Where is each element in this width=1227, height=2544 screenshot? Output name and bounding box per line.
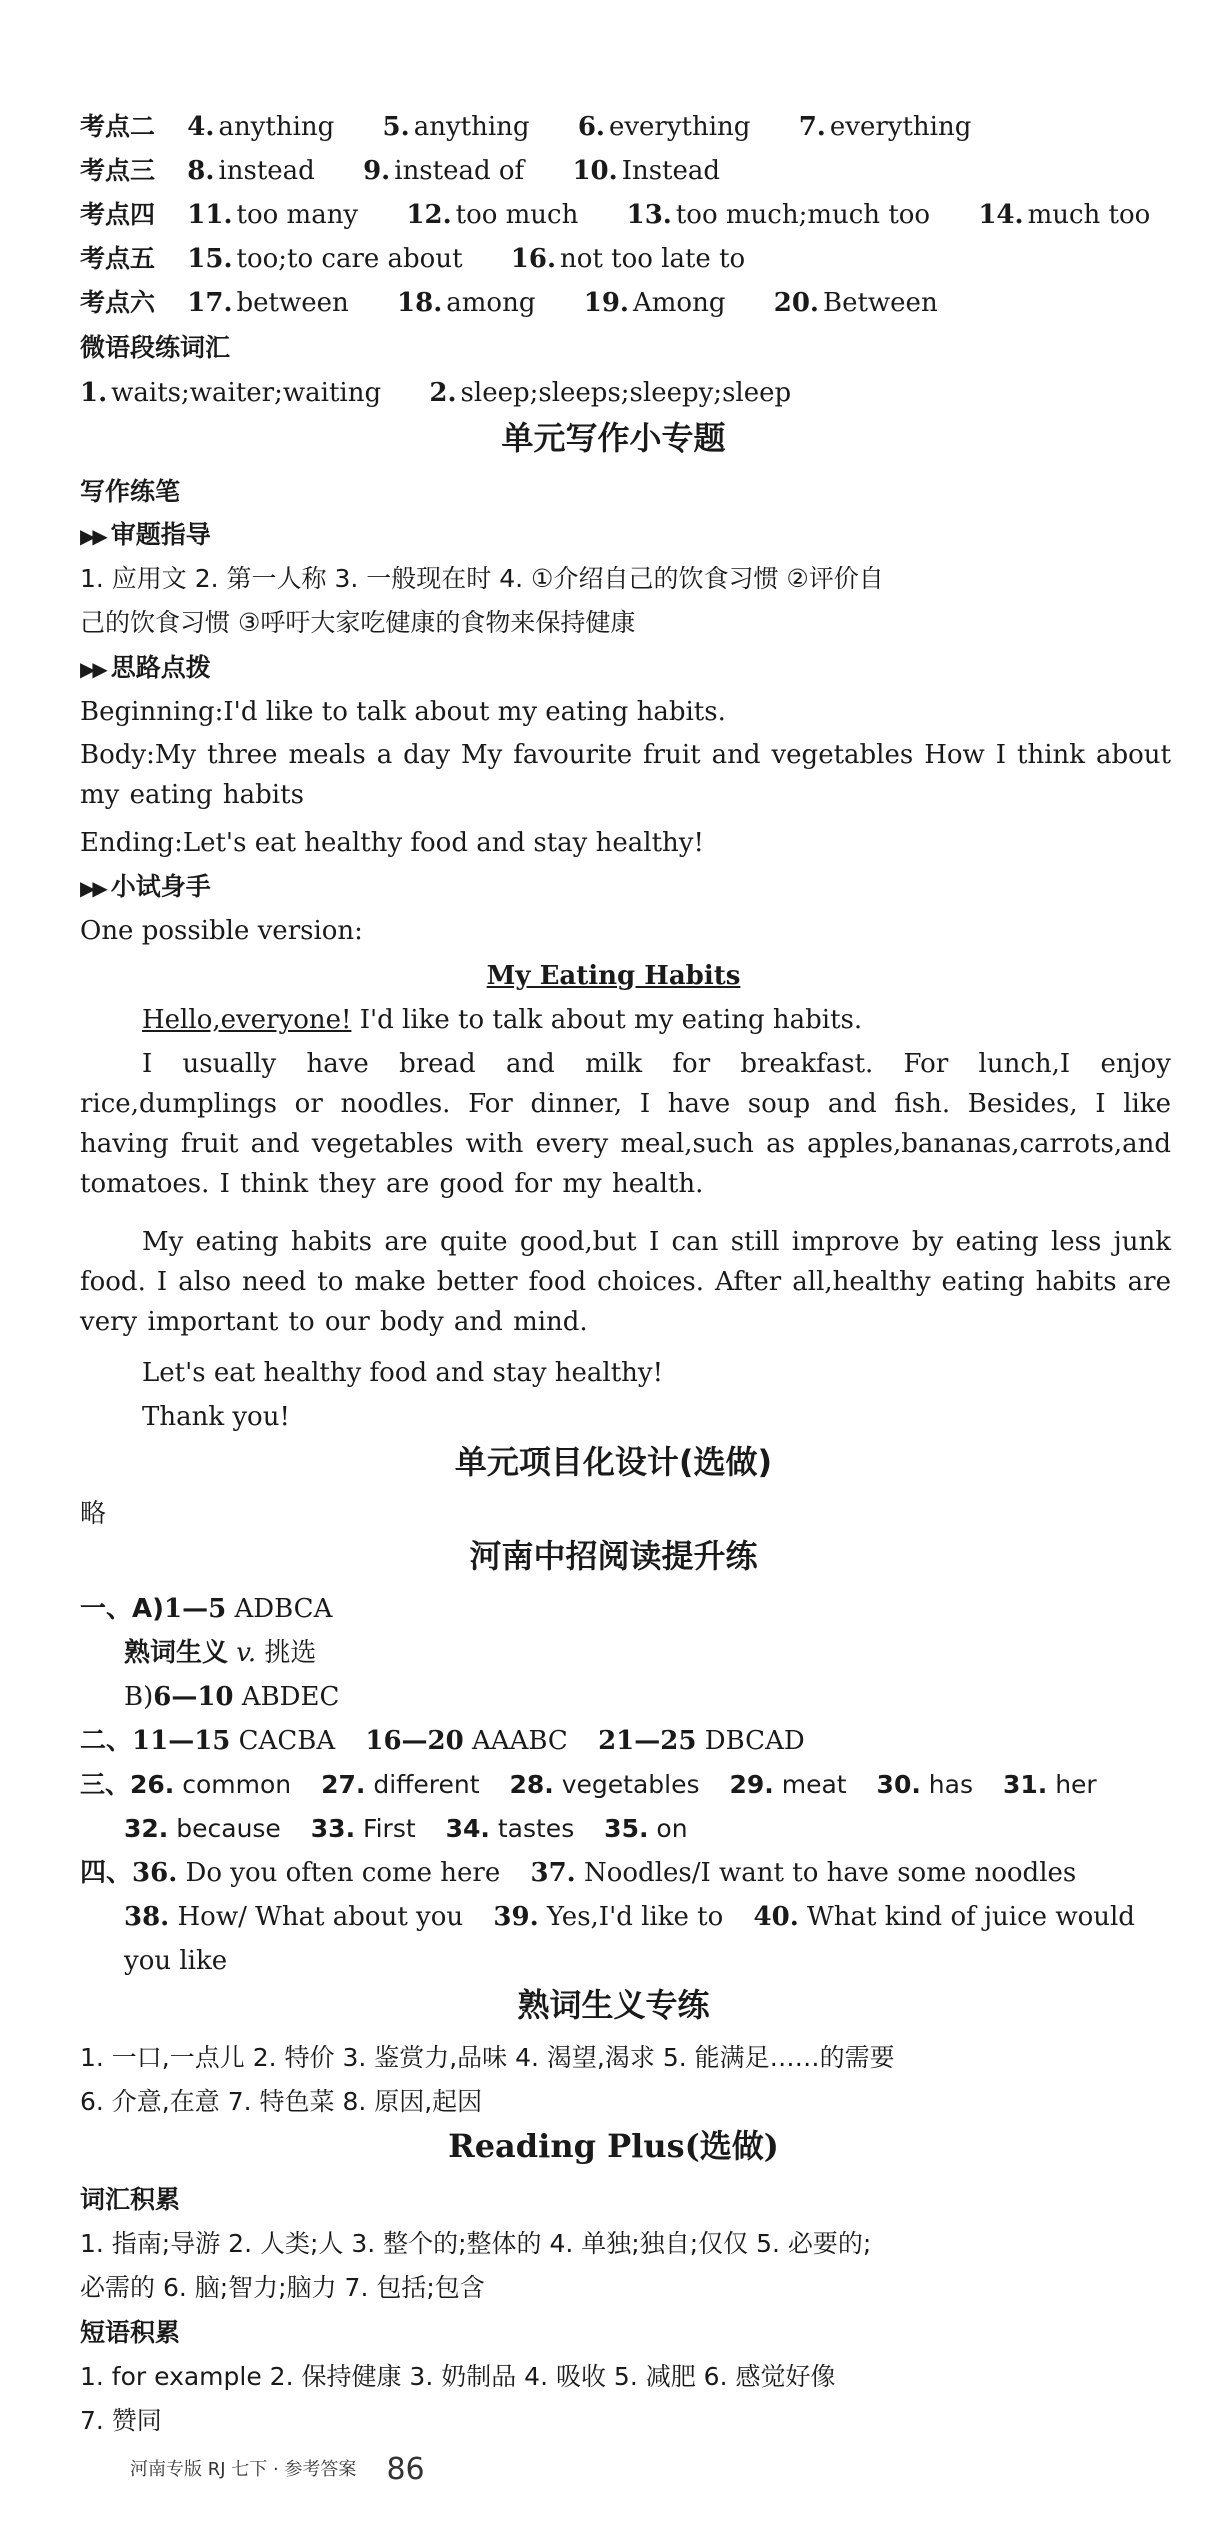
answer-text: much too (1027, 200, 1151, 230)
silu-heading (80, 648, 1187, 689)
answer-text: anything (218, 112, 335, 142)
heading-text: 思路点拨 (110, 653, 211, 682)
answer-text: 挑选 (264, 1638, 317, 1668)
answer-text: vegetables (561, 1770, 700, 1799)
footer-text: 河南专版 RJ 七下 · 参考答案 (130, 2459, 357, 2480)
answer-number: 9. (363, 156, 391, 186)
vocab-heading: 词汇积累 (80, 2185, 181, 2214)
answer-range: 6—10 (153, 1682, 234, 1712)
henan-line-7 (80, 1853, 1187, 1893)
answer-number: 28. (509, 1770, 554, 1799)
answer-text: AAABC (472, 1726, 568, 1756)
kaodian-row-3 (80, 151, 1187, 191)
henan-line-2 (124, 1633, 1187, 1673)
vocab-line-2: 必需的 6. 脑;智力;脑力 7. 包括;包含 (80, 2273, 485, 2302)
answer-text: First (363, 1814, 416, 1843)
essay-paragraph-1 (80, 1000, 1187, 1040)
answer-number: 18. (397, 288, 443, 318)
henan-line-6 (124, 1809, 1187, 1849)
answer-text: instead (218, 156, 315, 186)
answer-text: between (236, 288, 349, 318)
project-text: 略 (80, 1499, 107, 1529)
essay-paragraph-2: I usually have bread and milk for breakfast. For lunch,I enjoy rice,dumplings or noodles. For dinner, I have soup and fish. Besides, I like having fruit and vegetables with every meal,such as apples,bananas,carrots,and tomatoes. I think they are good for my health. (80, 1049, 1171, 1199)
answer-number: 13. (626, 200, 672, 230)
weiyu-heading: 微语段练词汇 (80, 333, 231, 362)
answer-number: 16. (510, 244, 557, 274)
answer-number: 34. (445, 1814, 490, 1843)
shuci-label: 熟词生义 (124, 1638, 229, 1668)
answer-text: too much;much too (675, 200, 931, 230)
answer-number: 27. (321, 1770, 366, 1799)
answer-number: 1. (80, 378, 108, 408)
answer-text: Between (822, 288, 938, 318)
answer-range: 16—20 (365, 1726, 464, 1756)
essay-title: My Eating Habits (486, 961, 741, 991)
answer-number: 30. (876, 1770, 921, 1799)
kaodian-label: 考点四 (80, 200, 156, 229)
answer-text: anything (413, 112, 530, 142)
paragraph-text: I'd like to talk about my eating habits. (359, 1005, 863, 1035)
answer-number: 15. (187, 244, 233, 274)
answer-number: 10. (572, 156, 618, 186)
double-triangle-icon: ▶▶ (80, 657, 105, 681)
section-prefix: 三、 (80, 1770, 131, 1799)
answer-number: 36. (132, 1858, 178, 1888)
answer-number: 32. (124, 1814, 169, 1843)
answer-text: because (176, 1814, 281, 1843)
phrase-line-2: 7. 赞同 (80, 2406, 162, 2435)
section-title-reading-plus: Reading Plus(选做) (448, 2127, 779, 2165)
body-line: Body:My three meals a day My favourite fruit and vegetables How I think about my eating habits (80, 740, 1171, 810)
greeting-underlined: Hello,everyone! (142, 1005, 352, 1035)
section-prefix: 四、 (80, 1858, 133, 1888)
page-footer (130, 2450, 425, 2490)
answer-number: 4. (187, 112, 215, 142)
answer-number: 29. (729, 1770, 774, 1799)
answer-number: 14. (978, 200, 1024, 230)
answer-text: Among (632, 288, 726, 318)
answer-text: among (446, 288, 536, 318)
double-triangle-icon: ▶▶ (80, 524, 105, 548)
xiaoshi-heading (80, 867, 1187, 908)
answer-text: different (373, 1770, 480, 1799)
answer-text: waits;waiter;waiting (111, 378, 382, 408)
answer-text: everything (608, 112, 751, 142)
double-triangle-icon: ▶▶ (80, 876, 105, 900)
answer-text: common (182, 1770, 292, 1799)
answer-text: DBCAD (704, 1726, 805, 1756)
beginning-line: Beginning:I'd like to talk about my eating habits. (80, 697, 726, 727)
answer-text: Yes,I'd like to (546, 1902, 724, 1932)
answer-text: meat (781, 1770, 847, 1799)
answer-number: 38. (124, 1902, 170, 1932)
version-label: One possible version: (80, 916, 363, 946)
answer-text: too;to care about (236, 244, 463, 274)
practice-heading: 写作练笔 (80, 477, 181, 506)
vocab-line-1: 1. 指南;导游 2. 人类;人 3. 整个的;整体的 4. 单独;独自;仅仅 5. 必要的; (80, 2229, 872, 2258)
henan-line-8 (124, 1897, 1187, 1937)
section-prefix: B) (124, 1682, 154, 1712)
answer-text: ADBCA (234, 1594, 333, 1624)
essay-paragraph-3: My eating habits are quite good,but I can still improve by eating less junk food. I also need to make better food choices. After all,healthy eating habits are very important to our body and mind. (80, 1227, 1171, 1337)
answer-text: everything (829, 112, 972, 142)
henan-line-5 (80, 1765, 1187, 1805)
essay-paragraph-4: Let's eat healthy food and stay healthy! (142, 1358, 664, 1388)
henan-line-4 (80, 1721, 1187, 1761)
kaodian-label: 考点二 (80, 112, 156, 141)
kaodian-row-4 (80, 195, 1187, 235)
kaodian-label: 考点三 (80, 156, 156, 185)
answer-number: 20. (773, 288, 819, 318)
answer-text: CACBA (238, 1726, 336, 1756)
answer-number: 12. (406, 200, 452, 230)
shenti-heading (80, 515, 1187, 556)
shenti-line-2: 己的饮食习惯 ③呼吁大家吃健康的食物来保持健康 (80, 608, 636, 637)
answer-range: 11—15 (132, 1726, 231, 1756)
henan-line-3 (124, 1677, 1187, 1717)
shuci-line-2: 6. 介意,在意 7. 特色菜 8. 原因,起因 (80, 2087, 483, 2116)
answer-number: 17. (187, 288, 233, 318)
section-title-henan: 河南中招阅读提升练 (469, 1537, 758, 1575)
answer-text: How/ What about you (177, 1902, 464, 1932)
answer-number: 39. (493, 1902, 539, 1932)
henan-line-9: you like (124, 1946, 228, 1976)
heading-text: 审题指导 (110, 520, 211, 549)
answer-number: 33. (310, 1814, 356, 1843)
answer-text: on (656, 1814, 688, 1843)
answer-text: instead of (394, 156, 525, 186)
answer-number: 8. (187, 156, 215, 186)
kaodian-row-6 (80, 283, 1187, 323)
answer-text: What kind of juice would (807, 1902, 1135, 1932)
kaodian-label: 考点六 (80, 288, 156, 317)
answer-number: 7. (798, 112, 826, 142)
answer-number: 35. (604, 1814, 649, 1843)
answer-text: Noodles/I want to have some noodles (584, 1858, 1077, 1888)
answer-text: too much (455, 200, 579, 230)
essay-paragraph-5: Thank you! (142, 1402, 290, 1432)
answer-number: 40. (753, 1902, 799, 1932)
answer-number: 5. (382, 112, 410, 142)
shuci-line-1: 1. 一口,一点儿 2. 特价 3. 鉴赏力,品味 4. 渴望,渴求 5. 能满足……的需要 (80, 2043, 895, 2072)
answer-range: 21—25 (598, 1726, 697, 1756)
answer-text: sleep;sleeps;sleepy;sleep (460, 378, 792, 408)
answer-number: 2. (429, 378, 457, 408)
page-number: 86 (386, 2452, 425, 2487)
answer-number: 37. (530, 1858, 576, 1888)
section-title-project: 单元项目化设计(选做) (454, 1443, 773, 1481)
answer-number: 26. (130, 1770, 175, 1799)
henan-line-1 (80, 1589, 1187, 1629)
weiyu-answers (80, 373, 1187, 413)
section-prefix: 二、 (80, 1726, 133, 1756)
heading-text: 小试身手 (110, 872, 211, 901)
kaodian-row-2 (80, 107, 1187, 147)
answer-text: too many (236, 200, 359, 230)
answer-text: Instead (621, 156, 721, 186)
section-prefix: 一、A) (80, 1594, 165, 1624)
phrase-line-1: 1. for example 2. 保持健康 3. 奶制品 4. 吸收 5. 减肥 6. 感觉好像 (80, 2362, 836, 2391)
answer-text: Do you often come here (185, 1858, 501, 1888)
answer-text: has (928, 1770, 973, 1799)
answer-text: not too late to (560, 244, 746, 274)
answer-number: 11. (187, 200, 233, 230)
ending-line: Ending:Let's eat healthy food and stay healthy! (80, 828, 704, 858)
section-title-writing: 单元写作小专题 (501, 419, 726, 457)
kaodian-label: 考点五 (80, 244, 156, 273)
answer-number: 31. (1002, 1770, 1048, 1799)
section-title-shuci: 熟词生义专练 (517, 1986, 710, 2024)
phrase-heading: 短语积累 (80, 2318, 181, 2347)
answer-number: 19. (583, 288, 629, 318)
part-of-speech: v. (236, 1638, 257, 1668)
kaodian-row-5 (80, 239, 1187, 279)
answer-text: her (1055, 1770, 1097, 1799)
answer-range: 1—5 (164, 1594, 227, 1624)
answer-number: 6. (577, 112, 605, 142)
answer-text: ABDEC (241, 1682, 340, 1712)
answer-text: tastes (497, 1814, 575, 1843)
shenti-line-1: 1. 应用文 2. 第一人称 3. 一般现在时 4. ①介绍自己的饮食习惯 ②评价自 (80, 564, 884, 593)
